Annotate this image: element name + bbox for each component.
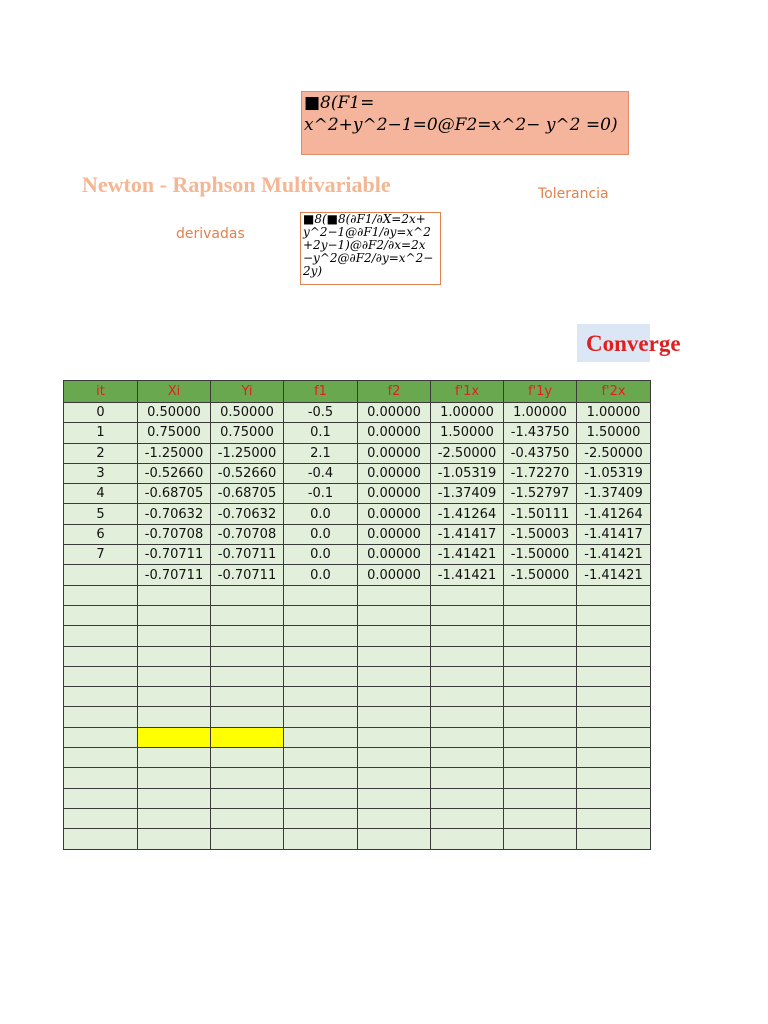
table-cell[interactable]: -0.70711 [211, 565, 284, 585]
table-cell[interactable] [504, 707, 577, 727]
table-row [64, 423, 651, 443]
table-row [64, 605, 651, 625]
table-cell[interactable] [64, 727, 138, 747]
table-cell[interactable] [431, 727, 504, 747]
table-cell[interactable]: 1.50000 [577, 423, 651, 443]
table-cell[interactable] [577, 707, 651, 727]
table-cell[interactable] [504, 646, 577, 666]
table-cell[interactable]: -1.41264 [577, 504, 651, 524]
table-cell[interactable] [431, 788, 504, 808]
table-cell[interactable]: 0.75000 [138, 423, 211, 443]
table-cell[interactable] [358, 829, 431, 849]
table-cell[interactable]: 0.0 [284, 545, 358, 565]
table-cell[interactable]: 0.00000 [358, 403, 431, 423]
table-cell[interactable]: -0.70708 [138, 524, 211, 544]
table-cell[interactable] [211, 768, 284, 788]
equation-line-1: ■8(𝐹1= [304, 93, 375, 113]
table-cell[interactable]: 0.00000 [358, 423, 431, 443]
table-cell[interactable]: 0.00000 [358, 484, 431, 504]
table-cell[interactable] [431, 829, 504, 849]
table-cell[interactable]: 0.00000 [358, 463, 431, 483]
table-cell[interactable] [138, 829, 211, 849]
table-cell[interactable]: -1.50003 [504, 524, 577, 544]
table-row [64, 788, 651, 808]
table-row [64, 829, 651, 849]
header-f1x[interactable]: f'1x [431, 381, 504, 403]
equation-box [301, 91, 629, 155]
table-cell[interactable]: -1.52797 [504, 484, 577, 504]
table-cell[interactable]: -0.70711 [138, 545, 211, 565]
table-cell[interactable]: -0.70711 [211, 545, 284, 565]
table-cell[interactable]: -0.52660 [138, 463, 211, 483]
table-cell[interactable] [577, 768, 651, 788]
table-cell[interactable] [64, 707, 138, 727]
table-cell[interactable]: 0.00000 [358, 565, 431, 585]
table-cell[interactable] [64, 565, 138, 585]
table-cell[interactable]: -1.41421 [577, 565, 651, 585]
table-cell[interactable] [504, 788, 577, 808]
header-f2[interactable]: f2 [358, 381, 431, 403]
derivatives-line: 𝑦^2−1@∂𝐹1/∂𝑦=𝑥^2 [303, 225, 431, 239]
table-cell[interactable]: 0.00000 [358, 504, 431, 524]
table-cell[interactable]: 0.75000 [211, 423, 284, 443]
table-cell[interactable]: -0.70711 [138, 565, 211, 585]
table-cell[interactable] [284, 666, 358, 686]
table-cell[interactable] [431, 768, 504, 788]
table-cell[interactable] [284, 605, 358, 625]
table-cell[interactable]: -0.5 [284, 403, 358, 423]
table-cell[interactable] [431, 626, 504, 646]
table-cell[interactable] [358, 727, 431, 747]
table-cell[interactable] [577, 748, 651, 768]
table-cell[interactable] [211, 748, 284, 768]
table-cell[interactable]: -0.4 [284, 463, 358, 483]
tolerance-label: Tolerancia [538, 186, 609, 202]
table-cell[interactable]: 0.50000 [138, 403, 211, 423]
table-cell[interactable]: 0.0 [284, 524, 358, 544]
table-cell[interactable] [138, 605, 211, 625]
table-cell[interactable] [138, 808, 211, 828]
table-cell[interactable] [284, 626, 358, 646]
table-cell[interactable]: -1.25000 [138, 443, 211, 463]
table-cell[interactable] [64, 666, 138, 686]
table-cell[interactable] [431, 808, 504, 828]
table-cell[interactable]: -1.72270 [504, 463, 577, 483]
table-row [64, 626, 651, 646]
table-cell[interactable] [358, 808, 431, 828]
table-cell[interactable]: -1.41417 [577, 524, 651, 544]
header-yi[interactable]: Yi [211, 381, 284, 403]
table-cell[interactable] [284, 727, 358, 747]
table-cell[interactable]: 1.00000 [431, 403, 504, 423]
table-cell[interactable]: 7 [64, 545, 138, 565]
table-cell[interactable] [577, 727, 651, 747]
table-cell[interactable] [577, 808, 651, 828]
header-f2x[interactable]: f'2x [577, 381, 651, 403]
table-cell[interactable] [431, 605, 504, 625]
table-cell[interactable] [358, 768, 431, 788]
table-cell[interactable] [138, 585, 211, 605]
table-cell[interactable]: 0.1 [284, 423, 358, 443]
table-cell[interactable]: -0.52660 [211, 463, 284, 483]
table-cell[interactable] [577, 626, 651, 646]
iteration-table [63, 380, 651, 850]
table-cell[interactable] [577, 788, 651, 808]
table-cell[interactable]: 6 [64, 524, 138, 544]
table-cell[interactable] [138, 788, 211, 808]
table-cell[interactable] [64, 768, 138, 788]
table-cell[interactable] [358, 687, 431, 707]
table-cell[interactable] [577, 646, 651, 666]
table-row [64, 707, 651, 727]
table-cell[interactable] [358, 585, 431, 605]
equation-line-2: 𝑥^2+𝑦^2−1=0@𝐹2=𝑥^2− 𝑦^2 =0) [304, 115, 618, 135]
table-cell[interactable] [138, 707, 211, 727]
table-cell[interactable]: -0.70632 [211, 504, 284, 524]
table-header-row [64, 381, 651, 403]
table-cell[interactable] [504, 829, 577, 849]
table-cell[interactable] [64, 626, 138, 646]
table-cell[interactable]: -1.41417 [431, 524, 504, 544]
table-cell[interactable]: 1.00000 [577, 403, 651, 423]
table-cell[interactable] [358, 605, 431, 625]
table-cell[interactable]: 0.0 [284, 504, 358, 524]
derivatives-line: 2𝑦) [303, 264, 323, 278]
header-xi[interactable]: Xi [138, 381, 211, 403]
table-cell[interactable] [284, 829, 358, 849]
table-row [64, 666, 651, 686]
page-title: Newton - Raphson Multivariable [82, 172, 391, 197]
table-cell[interactable] [504, 626, 577, 646]
table-cell[interactable] [138, 666, 211, 686]
table-row [64, 463, 651, 483]
table-cell[interactable] [138, 687, 211, 707]
table-cell[interactable]: -1.25000 [211, 443, 284, 463]
table-cell[interactable]: -1.50000 [504, 545, 577, 565]
table-row [64, 808, 651, 828]
table-cell[interactable] [358, 646, 431, 666]
table-cell[interactable] [358, 666, 431, 686]
table-cell[interactable] [64, 748, 138, 768]
table-row [64, 504, 651, 524]
table-cell[interactable] [64, 646, 138, 666]
table-cell[interactable] [211, 829, 284, 849]
table-cell[interactable] [211, 707, 284, 727]
table-cell[interactable] [64, 687, 138, 707]
derivatives-line: ■8(■8(∂𝐹1/∂𝑋=2𝑥+ [303, 212, 426, 226]
table-row [64, 403, 651, 423]
table-cell[interactable]: -2.50000 [577, 443, 651, 463]
table-cell[interactable]: -1.41421 [577, 545, 651, 565]
table-cell[interactable]: 0.0 [284, 565, 358, 585]
table-cell[interactable]: -1.05319 [431, 463, 504, 483]
derivatives-label: derivadas [176, 226, 245, 242]
table-cell[interactable]: -0.43750 [504, 443, 577, 463]
table-cell[interactable]: -1.50000 [504, 565, 577, 585]
table-row [64, 768, 651, 788]
table-cell[interactable]: 0.00000 [358, 524, 431, 544]
table-row [64, 565, 651, 585]
table-cell[interactable] [284, 808, 358, 828]
table-cell[interactable] [504, 727, 577, 747]
table-row [64, 687, 651, 707]
table-cell[interactable] [431, 646, 504, 666]
table-cell[interactable]: -1.37409 [577, 484, 651, 504]
table-cell[interactable]: -0.70708 [211, 524, 284, 544]
table-cell[interactable] [358, 788, 431, 808]
table-cell[interactable]: -1.43750 [504, 423, 577, 443]
table-cell[interactable] [284, 748, 358, 768]
table-cell[interactable] [431, 748, 504, 768]
table-cell[interactable] [211, 605, 284, 625]
table-cell[interactable]: -1.50111 [504, 504, 577, 524]
table-cell[interactable] [211, 727, 284, 747]
table-row [64, 524, 651, 544]
table-cell[interactable] [431, 687, 504, 707]
table-cell[interactable] [211, 687, 284, 707]
table-cell[interactable] [431, 707, 504, 727]
table-cell[interactable] [64, 829, 138, 849]
header-f1[interactable]: f1 [284, 381, 358, 403]
table-cell[interactable] [358, 707, 431, 727]
derivatives-line: +2𝑦−1)@∂𝐹2/∂𝑥=2𝑥 [303, 238, 426, 252]
table-cell[interactable] [358, 748, 431, 768]
table-cell[interactable] [64, 808, 138, 828]
table-cell[interactable] [211, 585, 284, 605]
table-cell[interactable]: -0.68705 [138, 484, 211, 504]
table-cell[interactable] [138, 727, 211, 747]
table-cell[interactable] [577, 605, 651, 625]
table-cell[interactable] [211, 788, 284, 808]
table-cell[interactable] [64, 585, 138, 605]
table-cell[interactable]: -2.50000 [431, 443, 504, 463]
table-cell[interactable] [577, 829, 651, 849]
table-cell[interactable]: 0 [64, 403, 138, 423]
table-row [64, 484, 651, 504]
table-cell[interactable] [504, 687, 577, 707]
table-cell[interactable] [284, 768, 358, 788]
table-cell[interactable]: -1.41421 [431, 545, 504, 565]
table-cell[interactable] [504, 605, 577, 625]
table-cell[interactable] [284, 646, 358, 666]
table-cell[interactable] [358, 626, 431, 646]
table-cell[interactable]: -0.70632 [138, 504, 211, 524]
header-it[interactable]: it [64, 381, 138, 403]
table-cell[interactable]: -0.1 [284, 484, 358, 504]
table-cell[interactable]: -1.41264 [431, 504, 504, 524]
derivatives-box [300, 212, 441, 285]
header-f1y[interactable]: f'1y [504, 381, 577, 403]
table-cell[interactable] [577, 666, 651, 686]
table-cell[interactable]: -1.05319 [577, 463, 651, 483]
table-cell[interactable] [211, 666, 284, 686]
table-cell[interactable] [577, 687, 651, 707]
table-row [64, 545, 651, 565]
table-cell[interactable]: 1.00000 [504, 403, 577, 423]
table-cell[interactable]: 1 [64, 423, 138, 443]
table-cell[interactable]: 5 [64, 504, 138, 524]
table-cell[interactable] [504, 768, 577, 788]
table-cell[interactable] [284, 585, 358, 605]
table-cell[interactable] [504, 585, 577, 605]
table-row [64, 748, 651, 768]
derivatives-line: −𝑦^2@∂𝐹2/∂𝑦=𝑥^2− [303, 251, 434, 265]
table-cell[interactable]: 0.00000 [358, 443, 431, 463]
table-cell[interactable] [284, 687, 358, 707]
table-cell[interactable] [504, 666, 577, 686]
table-cell[interactable] [504, 808, 577, 828]
table-cell[interactable]: 4 [64, 484, 138, 504]
table-cell[interactable]: 2 [64, 443, 138, 463]
table-cell[interactable] [431, 666, 504, 686]
table-cell[interactable] [138, 646, 211, 666]
table-cell[interactable]: 2.1 [284, 443, 358, 463]
table-cell[interactable]: 0.50000 [211, 403, 284, 423]
table-row [64, 727, 651, 747]
convergence-label: Converge [577, 324, 650, 362]
table-cell[interactable]: -1.41421 [431, 565, 504, 585]
table-cell[interactable] [431, 585, 504, 605]
table-body [64, 403, 651, 850]
table-row [64, 646, 651, 666]
table-cell[interactable]: -1.37409 [431, 484, 504, 504]
table-cell[interactable]: 3 [64, 463, 138, 483]
table-cell[interactable]: -0.68705 [211, 484, 284, 504]
table-cell[interactable] [211, 646, 284, 666]
table-cell[interactable] [284, 707, 358, 727]
table-cell[interactable] [64, 605, 138, 625]
table-cell[interactable]: 1.50000 [431, 423, 504, 443]
table-cell[interactable] [64, 788, 138, 808]
table-cell[interactable] [211, 626, 284, 646]
table-row [64, 585, 651, 605]
table-cell[interactable] [284, 788, 358, 808]
table-cell[interactable]: 0.00000 [358, 545, 431, 565]
table-cell[interactable] [138, 626, 211, 646]
table-cell[interactable] [504, 748, 577, 768]
table-cell[interactable] [577, 585, 651, 605]
table-cell[interactable] [138, 748, 211, 768]
table-cell[interactable] [138, 768, 211, 788]
table-cell[interactable] [211, 808, 284, 828]
table-row [64, 443, 651, 463]
